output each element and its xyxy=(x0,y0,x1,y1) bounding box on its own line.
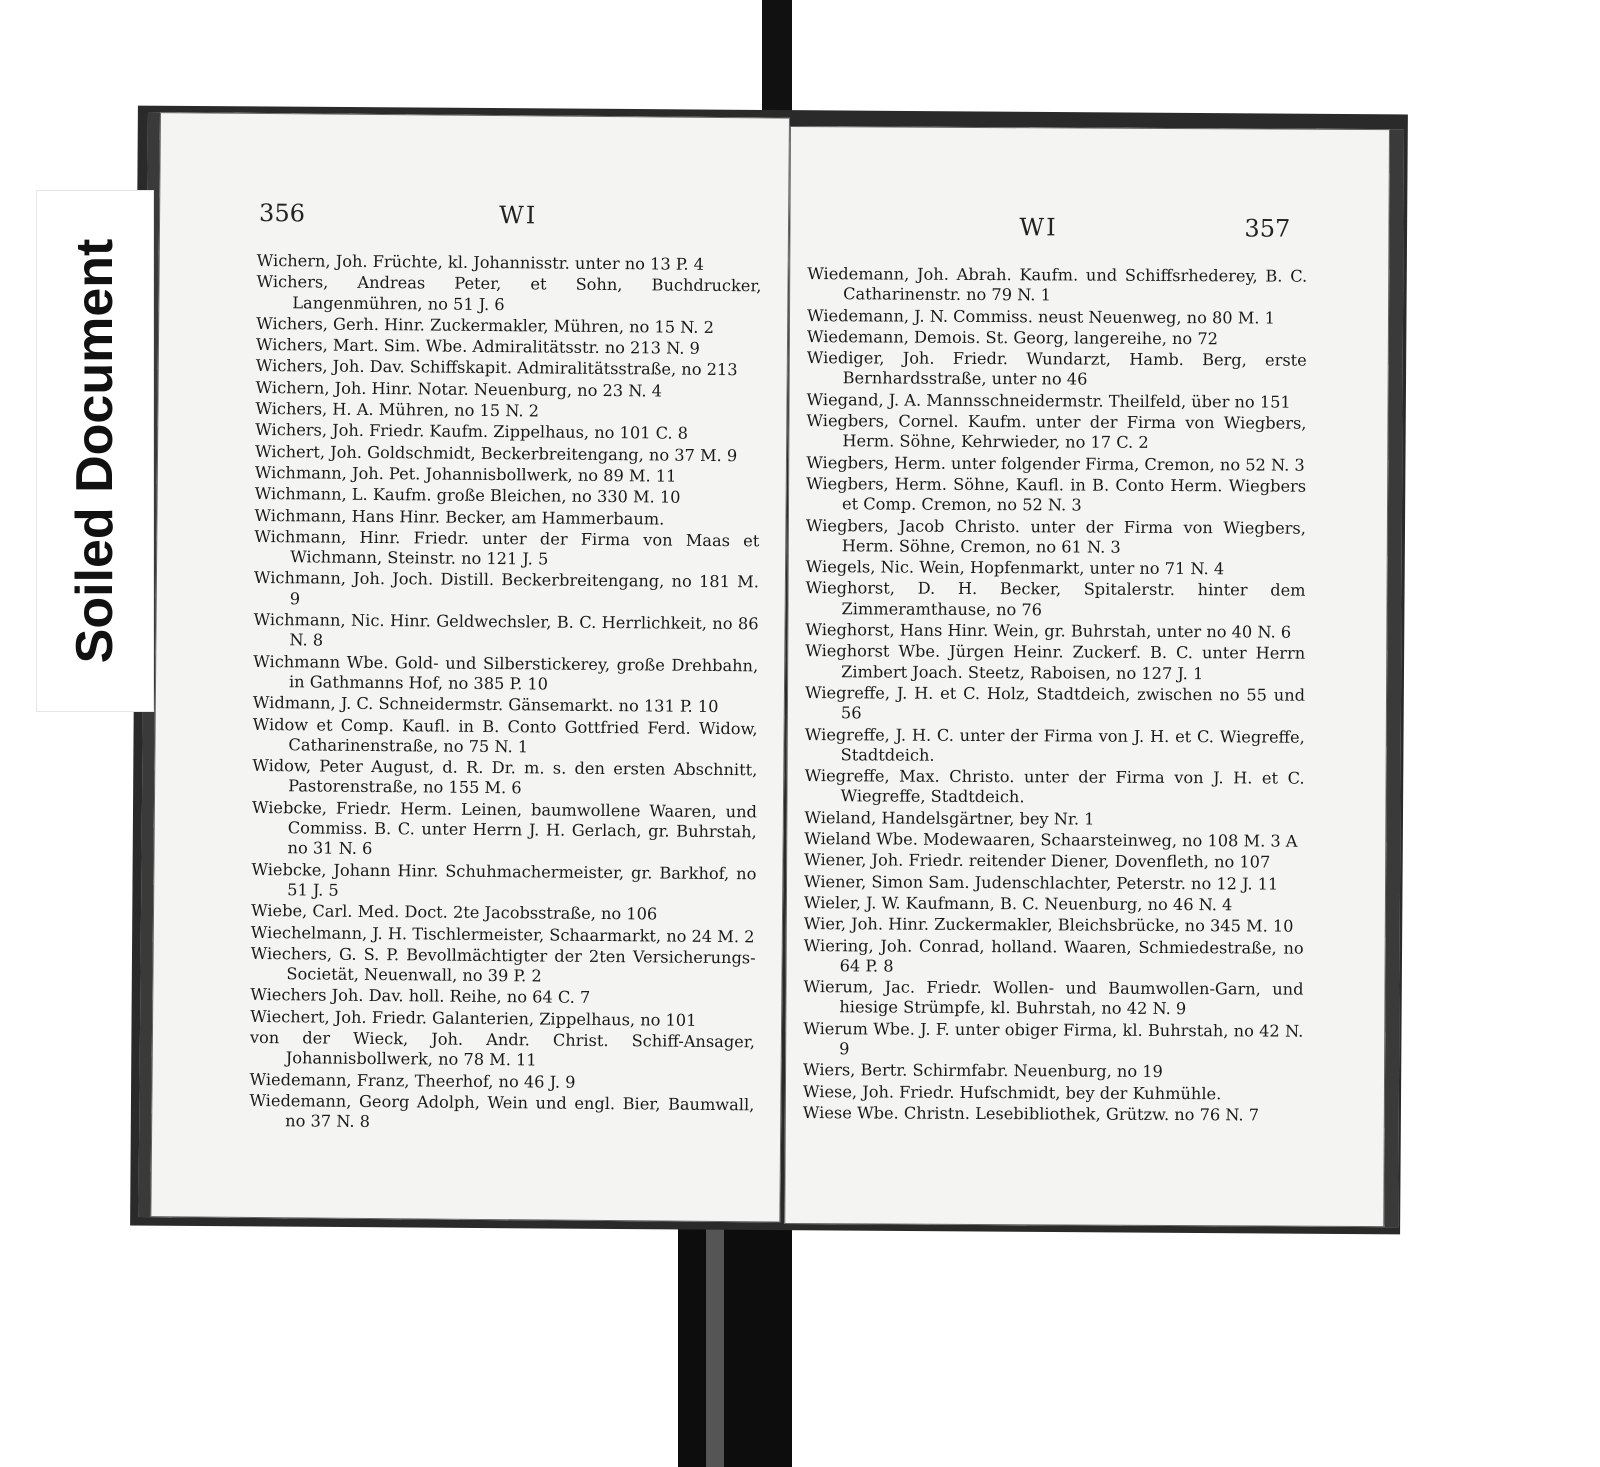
directory-entry: Widmann, J. C. Schneidermstr. Gänsemarkt. no 131 P. 10 xyxy=(252,693,719,717)
right-running-head: WI xyxy=(1019,213,1058,242)
directory-entry: Wichers, Joh. Friedr. Kaufm. Zippelhaus, no 101 C. 8 xyxy=(255,420,689,444)
directory-entry: Wiegreffe, J. H. C. unter der Firma von J. H. et C. Wiegreffe, Stadtdeich. xyxy=(804,724,1305,765)
left-page-number: 356 xyxy=(259,198,306,228)
right-page-number: 357 xyxy=(1244,214,1291,243)
directory-entry: Wiener, Joh. Friedr. reitender Diener, Dovenfleth, no 107 xyxy=(804,850,1271,872)
directory-entry: Wichmann Wbe. Gold- und Silberstickerey, große Drehbahn, in Gathmanns Hof, no 385 P. 10 xyxy=(253,651,759,694)
directory-entry: Wiegbers, Jacob Christo. unter der Firma von Wiegbers, Herm. Söhne, Cremon, no 61 N. 3 xyxy=(805,515,1306,557)
directory-entry: Wichern, Joh. Früchte, kl. Johannisstr. unter no 13 P. 4 xyxy=(256,250,705,274)
left-page xyxy=(138,112,790,1223)
directory-entry: Wiegbers, Cornel. Kaufm. unter der Firma von Wiegbers, Herm. Söhne, Kehrwieder, no 17 C. 2 xyxy=(806,411,1307,453)
directory-entry: Widow, Peter August, d. R. Dr. m. s. den ersten Abschnitt, Pastorenstraße, no 155 M. 6 xyxy=(252,756,758,798)
directory-entry: Wiedemann, Demois. St. Georg, langereihe, no 72 xyxy=(806,326,1219,349)
directory-entry: Wichers, Andreas Peter, et Sohn, Buchdrucker, Langenmühren, no 51 J. 6 xyxy=(256,272,762,314)
right-page-header-row xyxy=(789,212,1389,255)
directory-entry: Wiese Wbe. Christn. Lesebibliothek, Grützw. no 76 N. 7 xyxy=(802,1102,1260,1125)
directory-entry: Wiebcke, Friedr. Herm. Leinen, baumwollene Waaren, und Commiss. B. C. unter Herrn J. H. Gerlach, gr. Buhrstah, no 31 N. 6 xyxy=(251,797,758,859)
directory-entry: Wiechert, Joh. Friedr. Galanterien, Zippelhaus, no 101 xyxy=(250,1006,697,1030)
directory-entry: Wiers, Bertr. Schirmfabr. Neuenburg, no 19 xyxy=(803,1060,1163,1082)
directory-entry: Wichmann, L. Kaufm. große Bleichen, no 330 M. 10 xyxy=(254,484,681,507)
directory-entry: Wiediger, Joh. Friedr. Wundarzt, Hamb. Berg, erste Bernhardsstraße, unter no 46 xyxy=(806,348,1307,390)
directory-entry: Wieler, J. W. Kaufmann, B. C. Neuenburg, no 46 N. 4 xyxy=(803,892,1233,915)
directory-entry: Wiedemann, Georg Adolph, Wein und engl. Bier, Baumwall, no 37 N. 8 xyxy=(249,1090,755,1132)
directory-entry: Wiegreffe, J. H. et C. Holz, Stadtdeich, zwischen no 55 und 56 xyxy=(804,683,1306,723)
directory-entry: Wier, Joh. Hinr. Zuckermakler, Bleichsbrücke, no 345 M. 10 xyxy=(803,914,1294,936)
directory-entry: Wiebe, Carl. Med. Doct. 2te Jacobsstraße, no 106 xyxy=(250,901,658,924)
directory-entry: Wiechers, G. S. P. Bevollmächtigter der 2ten Versicherungs-Societät, Neuenwall, no 39 P. 2 xyxy=(250,943,756,986)
label-text: Soiled Document xyxy=(66,238,124,664)
directory-entry: Wichmann, Nic. Hinr. Geldwechsler, B. C. Herrlichkeit, no 86 N. 8 xyxy=(253,609,759,650)
directory-entry: Wiechelmann, J. H. Tischlermeister, Schaarmarkt, no 24 M. 2 xyxy=(250,922,755,946)
directory-entry: Wieland Wbe. Modewaaren, Schaarsteinweg, no 108 M. 3 A xyxy=(804,829,1298,851)
left-page-header-row xyxy=(159,198,789,243)
directory-entry: Wiebcke, Johann Hinr. Schuhmachermeister, gr. Barkhof, no 51 J. 5 xyxy=(251,859,757,900)
document-condition-label xyxy=(36,190,154,712)
directory-entry: Wiedemann, Joh. Abrah. Kaufm. und Schiffsrhederey, B. C. Catharinenstr. no 79 N. 1 xyxy=(807,264,1308,305)
directory-entry: Wiering, Joh. Conrad, holland. Waaren, Schmiedestraße, no 64 P. 8 xyxy=(803,935,1304,976)
directory-entry: Wiegbers, Herm. Söhne, Kaufl. in B. Conto Herm. Wiegbers et Comp. Cremon, no 52 N. 3 xyxy=(806,474,1307,515)
directory-entry: Wichmann, Joh. Joch. Distill. Beckerbreitengang, no 181 M. 9 xyxy=(253,568,760,609)
directory-entry: Wiener, Simon Sam. Judenschlachter, Peterstr. no 12 J. 11 xyxy=(803,871,1279,894)
directory-entry: Wiegbers, Herm. unter folgender Firma, Cremon, no 52 N. 3 xyxy=(806,452,1305,475)
directory-entry: Wieland, Handelsgärtner, bey Nr. 1 xyxy=(804,807,1095,829)
right-page xyxy=(784,126,1404,1227)
directory-entry: Wierum Wbe. J. F. unter obiger Firma, kl. Buhrstah, no 42 N. 9 xyxy=(803,1018,1304,1059)
directory-entry: Wieghorst Wbe. Jürgen Heinr. Zuckerf. B. C. unter Herrn Zimbert Joach. Steetz, Raboisen, no 127 J. 1 xyxy=(805,641,1306,683)
directory-entry: Wiegand, J. A. Mannsschneidermstr. Theilfeld, über no 151 xyxy=(806,389,1291,412)
directory-entry: Wieghorst, D. H. Becker, Spitalerstr. hinter dem Zimmeramthause, no 76 xyxy=(805,578,1306,620)
directory-entry: Wichers, H. A. Mühren, no 15 N. 2 xyxy=(255,399,540,421)
binding-strip xyxy=(706,1215,724,1467)
directory-entry: Widow et Comp. Kaufl. in B. Conto Gottfried Ferd. Widow, Catharinenstraße, no 75 N. 1 xyxy=(252,714,758,757)
directory-entry: Wichers, Mart. Sim. Wbe. Admiralitätsstr. no 213 N. 9 xyxy=(255,335,700,359)
directory-entry: Wichert, Joh. Goldschmidt, Beckerbreitengang, no 37 M. 9 xyxy=(254,441,738,465)
binding-gutter-bottom xyxy=(678,1215,792,1467)
directory-entry: Wiegels, Nic. Wein, Hopfenmarkt, unter no 71 N. 4 xyxy=(805,557,1225,579)
directory-entry: Wichern, Joh. Hinr. Notar. Neuenburg, no 23 N. 4 xyxy=(255,377,663,401)
directory-entry: Wiedemann, Franz, Theerhof, no 46 J. 9 xyxy=(249,1069,576,1092)
right-entry-list xyxy=(803,264,1307,1127)
directory-entry: Wiechers Joh. Dav. holl. Reihe, no 64 C. 7 xyxy=(250,985,591,1008)
directory-entry: Wichmann, Hans Hinr. Becker, am Hammerbaum. xyxy=(254,505,665,529)
left-running-head: WI xyxy=(498,201,538,230)
directory-entry: von der Wieck, Joh. Andr. Christ. Schiff-Ansager, Johannisbollwerk, no 78 M. 11 xyxy=(249,1027,755,1070)
directory-entry: Wiese, Joh. Friedr. Hufschmidt, bey der Kuhmühle. xyxy=(802,1081,1222,1103)
directory-entry: Wichers, Gerh. Hinr. Zuckermakler, Mühren, no 15 N. 2 xyxy=(256,313,715,337)
directory-entry: Wichmann, Joh. Pet. Johannisbollwerk, no 89 M. 11 xyxy=(254,462,677,486)
directory-entry: Wierum, Jac. Friedr. Wollen- und Baumwollen-Garn, und hiesige Strümpfe, kl. Buhrstah, no 42 N. 9 xyxy=(803,977,1304,1019)
directory-entry: Wichers, Joh. Dav. Schiffskapit. Admiralitätsstraße, no 213 xyxy=(255,356,738,380)
directory-entry: Wiedemann, J. N. Commiss. neust Neuenweg, no 80 M. 1 xyxy=(806,305,1275,328)
directory-entry: Wiegreffe, Max. Christo. unter der Firma von J. H. et C. Wiegreffe, Stadtdeich. xyxy=(804,766,1305,807)
directory-entry: Wieghorst, Hans Hinr. Wein, gr. Buhrstah, unter no 40 N. 6 xyxy=(805,620,1292,642)
left-entry-list xyxy=(249,251,762,1137)
directory-entry: Wichmann, Hinr. Friedr. unter der Firma von Maas et Wichmann, Steinstr. no 121 J. 5 xyxy=(254,526,760,569)
